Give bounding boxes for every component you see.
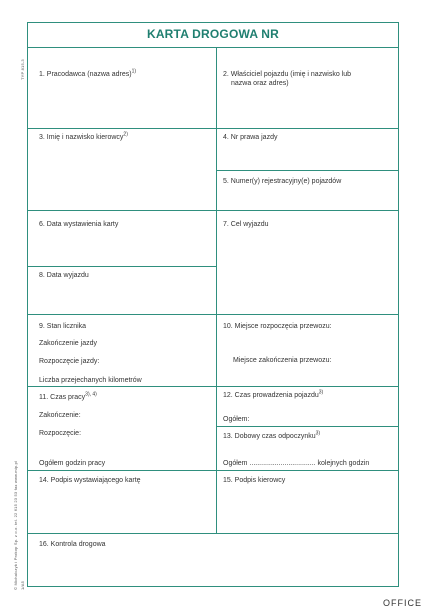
field-issue-date: 6. Data wystawienia karty [39, 221, 119, 228]
field-driving-total: Ogółem: [223, 416, 250, 423]
side-format: 1/A5 [20, 580, 25, 590]
row-line [27, 210, 399, 211]
field-work-end: Zakończenie: [39, 412, 81, 419]
row-line [27, 386, 399, 387]
field-employer: 1. Pracodawca (nazwa adres)$^{1)}$ [39, 68, 137, 78]
field-work-time: 11. Czas pracy$^{3), 4)}$ [39, 391, 97, 401]
field-driving-time: 12. Czas prowadzenia pojazdu$^{3)}$ [223, 389, 324, 399]
field-work-total: Ogółem godzin pracy [39, 460, 106, 467]
field-odometer-start: Rozpoczęcie jazdy: [39, 358, 100, 365]
row-line [27, 266, 216, 267]
field-registration-numbers: 5. Numer(y) rejestracyjny(e) pojazdów [223, 178, 342, 185]
field-departure-date: 8. Data wyjazdu [39, 272, 89, 279]
office-badge: OFFICE [383, 598, 422, 608]
form-title: KARTA DROGOWA NR [146, 27, 280, 41]
field-issuer-signature: 14. Podpis wystawiającego kartę [39, 477, 141, 484]
field-rest-total: Ogółem .................................. kolejnych godzin [223, 460, 370, 467]
field-trip-purpose: 7. Cel wyjazdu [223, 221, 269, 228]
field-km-driven: Liczba przejechanych kilometrów [39, 377, 142, 384]
field-license-number: 4. Nr prawa jazdy [223, 134, 278, 141]
row-line [216, 170, 399, 171]
field-odometer: 9. Stan licznika [39, 323, 87, 330]
row-line [27, 470, 399, 471]
field-work-start: Rozpoczęcie: [39, 430, 82, 437]
center-divider [216, 48, 217, 533]
field-road-inspection: 16. Kontrola drogowa [39, 541, 106, 548]
side-printer-info: © Michalczyk i Prokop Sp. z o.o. tel. 22 615 23 53 fax www.mip.pl [13, 460, 18, 590]
row-line [27, 314, 399, 315]
field-driver-name: 3. Imię i nazwisko kierowcy$^{2)}$ [39, 131, 128, 141]
row-line [27, 533, 399, 534]
field-rest-time: 13. Dobowy czas odpoczynku$^{3)}$ [223, 430, 321, 440]
field-end-place: Miejsce zakończenia przewozu: [233, 357, 332, 364]
row-line [27, 128, 399, 129]
field-start-place: 10. Miejsce rozpoczęcia przewozu: [223, 323, 332, 330]
row-line [216, 426, 399, 427]
form-frame [27, 22, 399, 587]
field-vehicle-owner: 2. Właściciel pojazdu (imię i nazwisko lub nazwa oraz adres) [223, 71, 351, 87]
side-form-code: TYP 815-3 [20, 59, 25, 80]
field-driver-signature: 15. Podpis kierowcy [223, 477, 286, 484]
field-odometer-end: Zakończenie jazdy [39, 340, 97, 347]
